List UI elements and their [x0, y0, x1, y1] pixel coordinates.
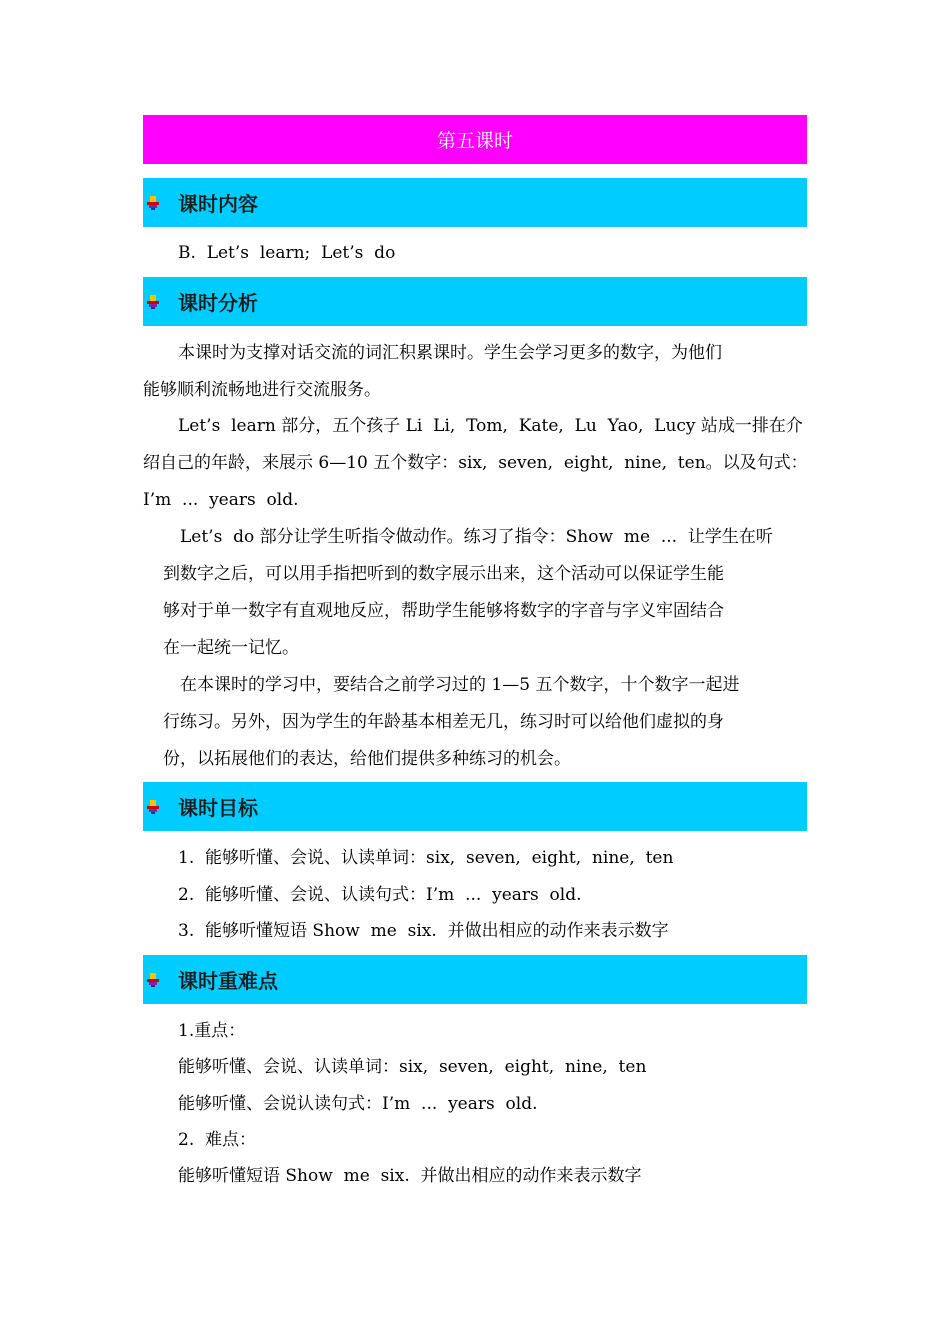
- goal-item: 3. 能够听懂短语 Show me six. 并做出相应的动作来表示数字: [178, 921, 669, 941]
- lesson-title-bar: [143, 115, 807, 164]
- bullet-icon: [147, 196, 159, 210]
- key-point-line: 能够听懂短语 Show me six. 并做出相应的动作来表示数字: [178, 1166, 642, 1186]
- section-title-content: 课时内容: [178, 192, 258, 216]
- bullet-icon: [147, 295, 159, 309]
- goal-item: 2. 能够听懂、会说、认读句式：I’m ... years old.: [178, 885, 582, 905]
- section-title-goals: 课时目标: [178, 796, 258, 820]
- analysis-line: I’m ... years old.: [143, 490, 299, 510]
- key-point-line: 1.重点：: [178, 1021, 246, 1041]
- bullet-icon: [147, 800, 159, 814]
- analysis-line: 够对于单一数字有直观地反应，帮助学生能够将数字的字音与字义牢固结合: [163, 601, 724, 621]
- section-header-goals: [143, 782, 807, 831]
- section-header-analysis: [143, 277, 807, 326]
- section-header-content: [143, 178, 807, 227]
- analysis-line: 绍自己的年龄，来展示 6—10 五个数字：six, seven, eight, nine, ten。以及句式：: [143, 453, 808, 473]
- key-point-line: 能够听懂、会说、认读单词：six, seven, eight, nine, ten: [178, 1057, 647, 1077]
- analysis-line: 能够顺利流畅地进行交流服务。: [143, 380, 381, 400]
- analysis-line: Let’s do 部分让学生听指令做动作。练习了指令：Show me ... 让学生在听: [180, 527, 773, 547]
- section-title-analysis: 课时分析: [178, 291, 258, 315]
- section-header-key-points: [143, 955, 807, 1004]
- key-point-line: 能够听懂、会说认读句式：I’m ... years old.: [178, 1094, 538, 1114]
- lesson-title: 第五课时: [436, 130, 513, 152]
- bullet-icon: [147, 973, 159, 987]
- analysis-line: 在一起统一记忆。: [163, 638, 299, 658]
- analysis-line: 本课时为支撑对话交流的词汇积累课时。学生会学习更多的数字，为他们: [178, 343, 722, 363]
- analysis-line: 到数字之后，可以用手指把听到的数字展示出来，这个活动可以保证学生能: [163, 564, 724, 584]
- analysis-line: 行练习。另外，因为学生的年龄基本相差无几，练习时可以给他们虚拟的身: [163, 712, 724, 732]
- analysis-line: Let’s learn 部分，五个孩子 Li Li, Tom, Kate, Lu Yao, Lucy 站成一排在介: [178, 416, 803, 436]
- analysis-line: 在本课时的学习中，要结合之前学习过的 1—5 五个数字，十个数字一起进: [180, 675, 740, 695]
- section-title-key-points: 课时重难点: [178, 969, 278, 993]
- content-text: B. Let’s learn; Let’s do: [178, 243, 396, 263]
- key-point-line: 2. 难点：: [178, 1130, 257, 1150]
- analysis-line: 份，以拓展他们的表达，给他们提供多种练习的机会。: [163, 749, 571, 769]
- goal-item: 1. 能够听懂、会说、认读单词：six, seven, eight, nine, ten: [178, 848, 674, 868]
